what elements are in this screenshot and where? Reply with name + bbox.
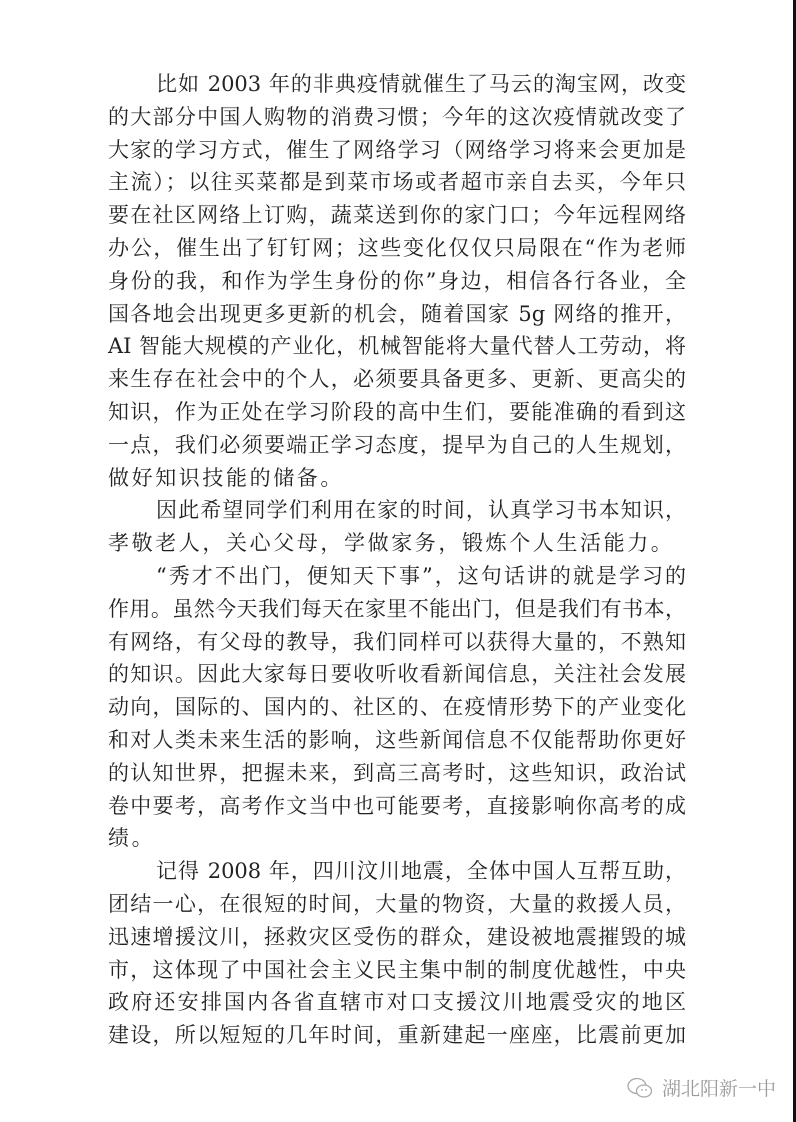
text-line: 做好知识技能的储备。 <box>108 465 344 490</box>
text-line: 来生存在社会中的个人，必须要具备更多、更新、更高尖的 <box>108 367 686 392</box>
text-line: 卷中要考，高考作文当中也可能要考，直接影响你高考的成 <box>108 793 686 818</box>
account-watermark <box>626 1074 776 1101</box>
text-line: 记得 2008 年，四川汶川地震，全体中国人互帮互助， <box>156 859 686 884</box>
text-line: AI 智能大规模的产业化，机械智能将大量代替人工劳动，将 <box>108 334 686 359</box>
document-page <box>108 68 686 1052</box>
paragraph <box>108 68 686 494</box>
text-line: 身份的我，和作为学生身份的你”身边，相信各行各业，全 <box>108 268 686 293</box>
text-line: 绩。 <box>108 826 156 851</box>
text-line: 作用。虽然今天我们每天在家里不能出门，但是我们有书本， <box>108 596 686 621</box>
paragraph <box>108 855 686 1052</box>
text-line: 和对人类未来生活的影响，这些新闻信息不仅能帮助你更好 <box>108 727 686 752</box>
text-line: 一点，我们必须要端正学习态度，提早为自己的人生规划， <box>108 432 686 457</box>
paragraph <box>108 560 686 855</box>
text-line: “秀才不出门，便知天下事”，这句话讲的就是学习的 <box>156 563 686 588</box>
text-line: 办公，催生出了钉钉网；这些变化仅仅只局限在“作为老师 <box>108 235 686 260</box>
text-line: 迅速增援汶川，拯救灾区受伤的群众，建设被地震摧毁的城 <box>108 924 686 949</box>
text-line: 比如 2003 年的非典疫情就催生了马云的淘宝网，改变 <box>156 72 686 96</box>
text-line: 因此希望同学们利用在家的时间，认真学习书本知识， <box>156 498 686 523</box>
text-line: 政府还安排国内各省直辖市对口支援汶川地震受灾的地区 <box>108 990 686 1015</box>
text-line: 的大部分中国人购物的消费习惯；今年的这次疫情就改变了 <box>108 104 686 129</box>
text-line: 动向，国际的、国内的、社区的、在疫情形势下的产业变化 <box>108 695 686 720</box>
wechat-icon <box>626 1076 654 1100</box>
text-line: 建设，所以短短的几年时间，重新建起一座座，比震前更加 <box>108 1023 686 1048</box>
text-line: 主流）；以往买菜都是到菜市场或者超市亲自去买，今年只 <box>108 170 686 195</box>
text-line: 要在社区网络上订购，蔬菜送到你的家门口；今年远程网络 <box>108 203 686 228</box>
text-line: 的认知世界，把握未来，到高三高考时，这些知识，政治试 <box>108 760 686 785</box>
text-line: 国各地会出现更多更新的机会，随着国家 5g 网络的推开， <box>108 301 686 326</box>
text-line: 大家的学习方式，催生了网络学习（网络学习将来会更加是 <box>108 137 686 162</box>
text-line: 团结一心，在很短的时间，大量的物资，大量的救援人员， <box>108 891 686 916</box>
text-line: 孝敬老人，关心父母，学做家务，锻炼个人生活能力。 <box>108 531 675 556</box>
text-line: 知识，作为正处在学习阶段的高中生们，要能准确的看到这 <box>108 399 686 424</box>
paragraph <box>108 494 686 560</box>
text-line: 市，这体现了中国社会主义民主集中制的制度优越性，中央 <box>108 957 686 982</box>
text-line: 的知识。因此大家每日要收听收看新闻信息，关注社会发展 <box>108 662 686 687</box>
watermark-text: 湖北阳新一中 <box>662 1078 777 1100</box>
text-line: 有网络，有父母的教导，我们同样可以获得大量的，不熟知 <box>108 629 686 654</box>
